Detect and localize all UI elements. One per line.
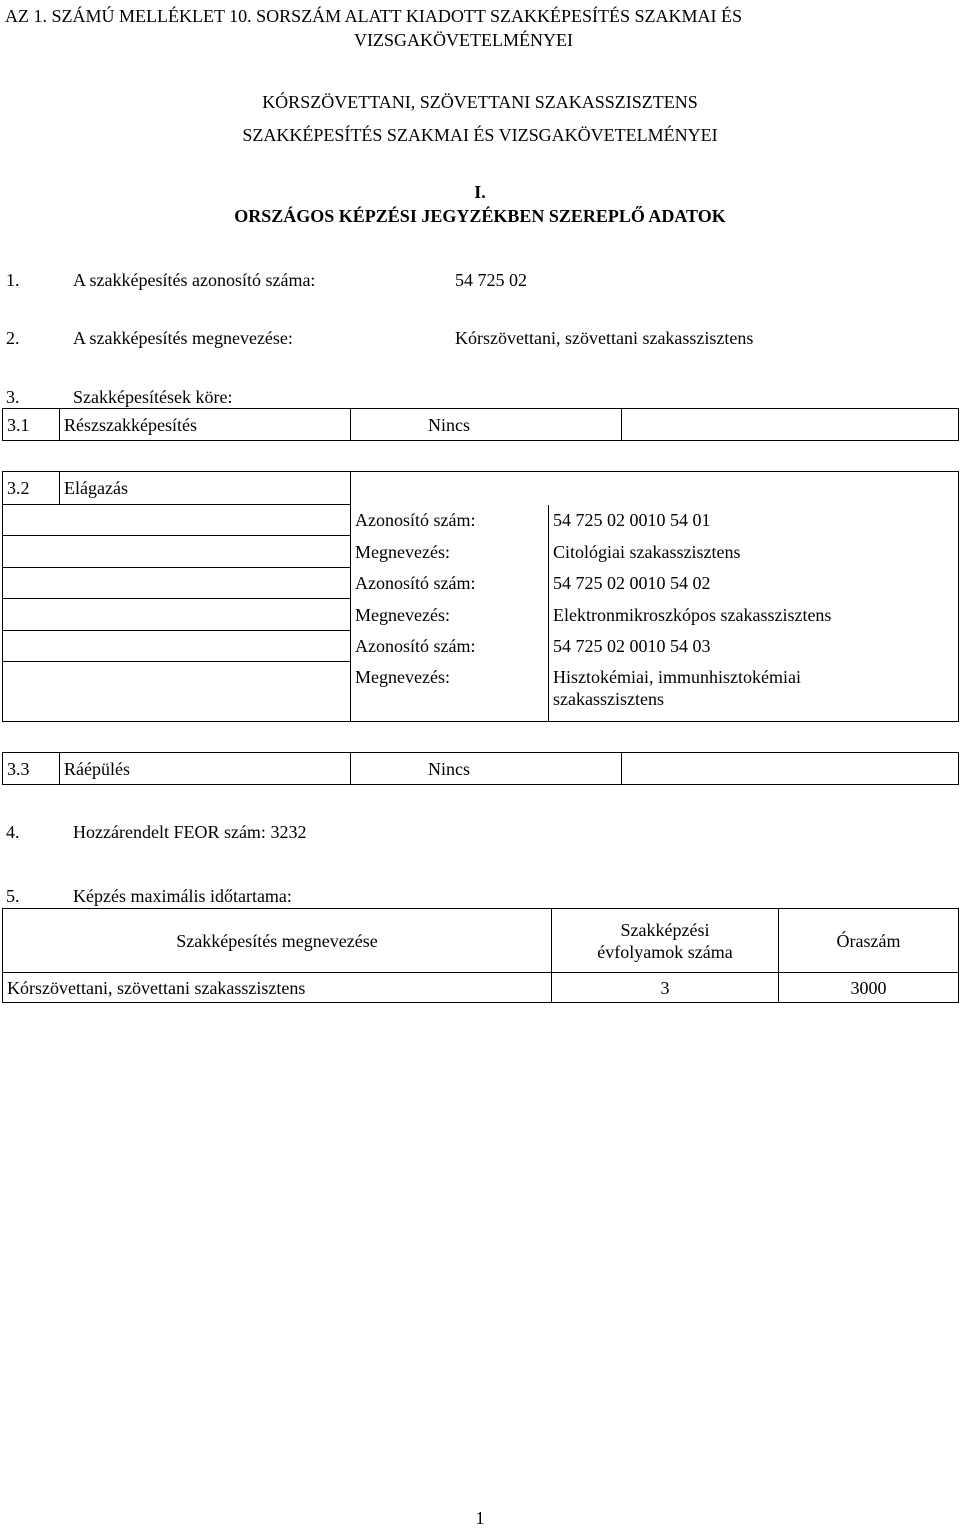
branch-name-label: Megnevezés: xyxy=(351,662,549,722)
branch-id-label: Azonosító szám: xyxy=(351,505,549,536)
item2-value: Kórszövettani, szövettani szakasszisztens xyxy=(455,328,754,348)
superstructure-value: Nincs xyxy=(351,753,622,785)
branch-id-label: Azonosító szám: xyxy=(351,568,549,599)
superstructure-number: 3.3 xyxy=(3,753,60,785)
duration-row-years: 3 xyxy=(552,973,779,1003)
section-number: I. xyxy=(474,182,486,202)
partial-qualification-table xyxy=(2,408,959,441)
branch-label: Elágazás xyxy=(60,472,351,505)
annex-title-line2: VIZSGAKÖVETELMÉNYEI xyxy=(354,30,573,50)
branch-number: 3.2 xyxy=(3,472,60,505)
branch-row-spacer xyxy=(3,568,351,599)
duration-row-name: Kórszövettani, szövettani szakasszisztens xyxy=(3,973,552,1003)
superstructure-empty-cell xyxy=(622,753,959,785)
item5-number: 5. xyxy=(6,886,20,906)
item2-number: 2. xyxy=(6,328,20,348)
partial-label: Részszakképesítés xyxy=(60,409,351,441)
item1-number: 1. xyxy=(6,270,20,290)
section-title: ORSZÁGOS KÉPZÉSI JEGYZÉKBEN SZEREPLŐ ADATOK xyxy=(234,206,726,226)
duration-row-hours: 3000 xyxy=(779,973,959,1003)
page-number: 1 xyxy=(475,1508,485,1528)
branch-row-spacer xyxy=(3,505,351,536)
superstructure-label: Ráépülés xyxy=(60,753,351,785)
doc-title-line1: KÓRSZÖVETTANI, SZÖVETTANI SZAKASSZISZTENS xyxy=(262,92,698,112)
branch-row-spacer xyxy=(3,631,351,662)
item3-label: Szakképesítések köre: xyxy=(73,387,233,407)
duration-header-years-line1: Szakképzési xyxy=(620,919,710,940)
item1-label: A szakképesítés azonosító száma: xyxy=(73,270,316,290)
branch-header-empty xyxy=(351,472,959,505)
branch-table xyxy=(2,471,959,722)
branch-name-value: Elektronmikroszkópos szakasszisztens xyxy=(549,599,959,631)
item4-number: 4. xyxy=(6,822,20,842)
item4-label: Hozzárendelt FEOR szám: 3232 xyxy=(73,822,307,842)
duration-header-hours: Óraszám xyxy=(779,909,959,973)
branch-name-value: Hisztokémiai, immunhisztokémiai xyxy=(553,666,801,687)
branch-name-value-cell xyxy=(549,662,959,722)
branch-id-value: 54 725 02 0010 54 01 xyxy=(549,505,959,536)
item2-label: A szakképesítés megnevezése: xyxy=(73,328,293,348)
branch-id-label: Azonosító szám: xyxy=(351,631,549,662)
partial-number: 3.1 xyxy=(3,409,60,441)
branch-name-label: Megnevezés: xyxy=(351,536,549,568)
doc-title-line2: SZAKKÉPESÍTÉS SZAKMAI ÉS VIZSGAKÖVETELMÉNYEI xyxy=(242,125,718,145)
partial-empty-cell xyxy=(622,409,959,441)
branch-row-spacer xyxy=(3,662,351,722)
duration-header-years xyxy=(552,909,779,973)
branch-row-spacer xyxy=(3,599,351,631)
item5-label: Képzés maximális időtartama: xyxy=(73,886,292,906)
partial-value: Nincs xyxy=(351,409,622,441)
annex-title-line1: AZ 1. SZÁMÚ MELLÉKLET 10. SORSZÁM ALATT KIADOTT SZAKKÉPESÍTÉS SZAKMAI ÉS xyxy=(5,6,743,26)
branch-id-value: 54 725 02 0010 54 03 xyxy=(549,631,959,662)
item3-number: 3. xyxy=(6,387,20,407)
branch-name-label: Megnevezés: xyxy=(351,599,549,631)
branch-id-value: 54 725 02 0010 54 02 xyxy=(549,568,959,599)
duration-header-name: Szakképesítés megnevezése xyxy=(3,909,552,973)
branch-name-value: Citológiai szakasszisztens xyxy=(549,536,959,568)
branch-name-value-line2: szakasszisztens xyxy=(553,688,664,709)
duration-table xyxy=(2,908,959,1003)
duration-header-years-line2: évfolyamok száma xyxy=(597,941,733,962)
branch-row-spacer xyxy=(3,536,351,568)
superstructure-table xyxy=(2,752,959,785)
item1-value: 54 725 02 xyxy=(455,270,527,290)
